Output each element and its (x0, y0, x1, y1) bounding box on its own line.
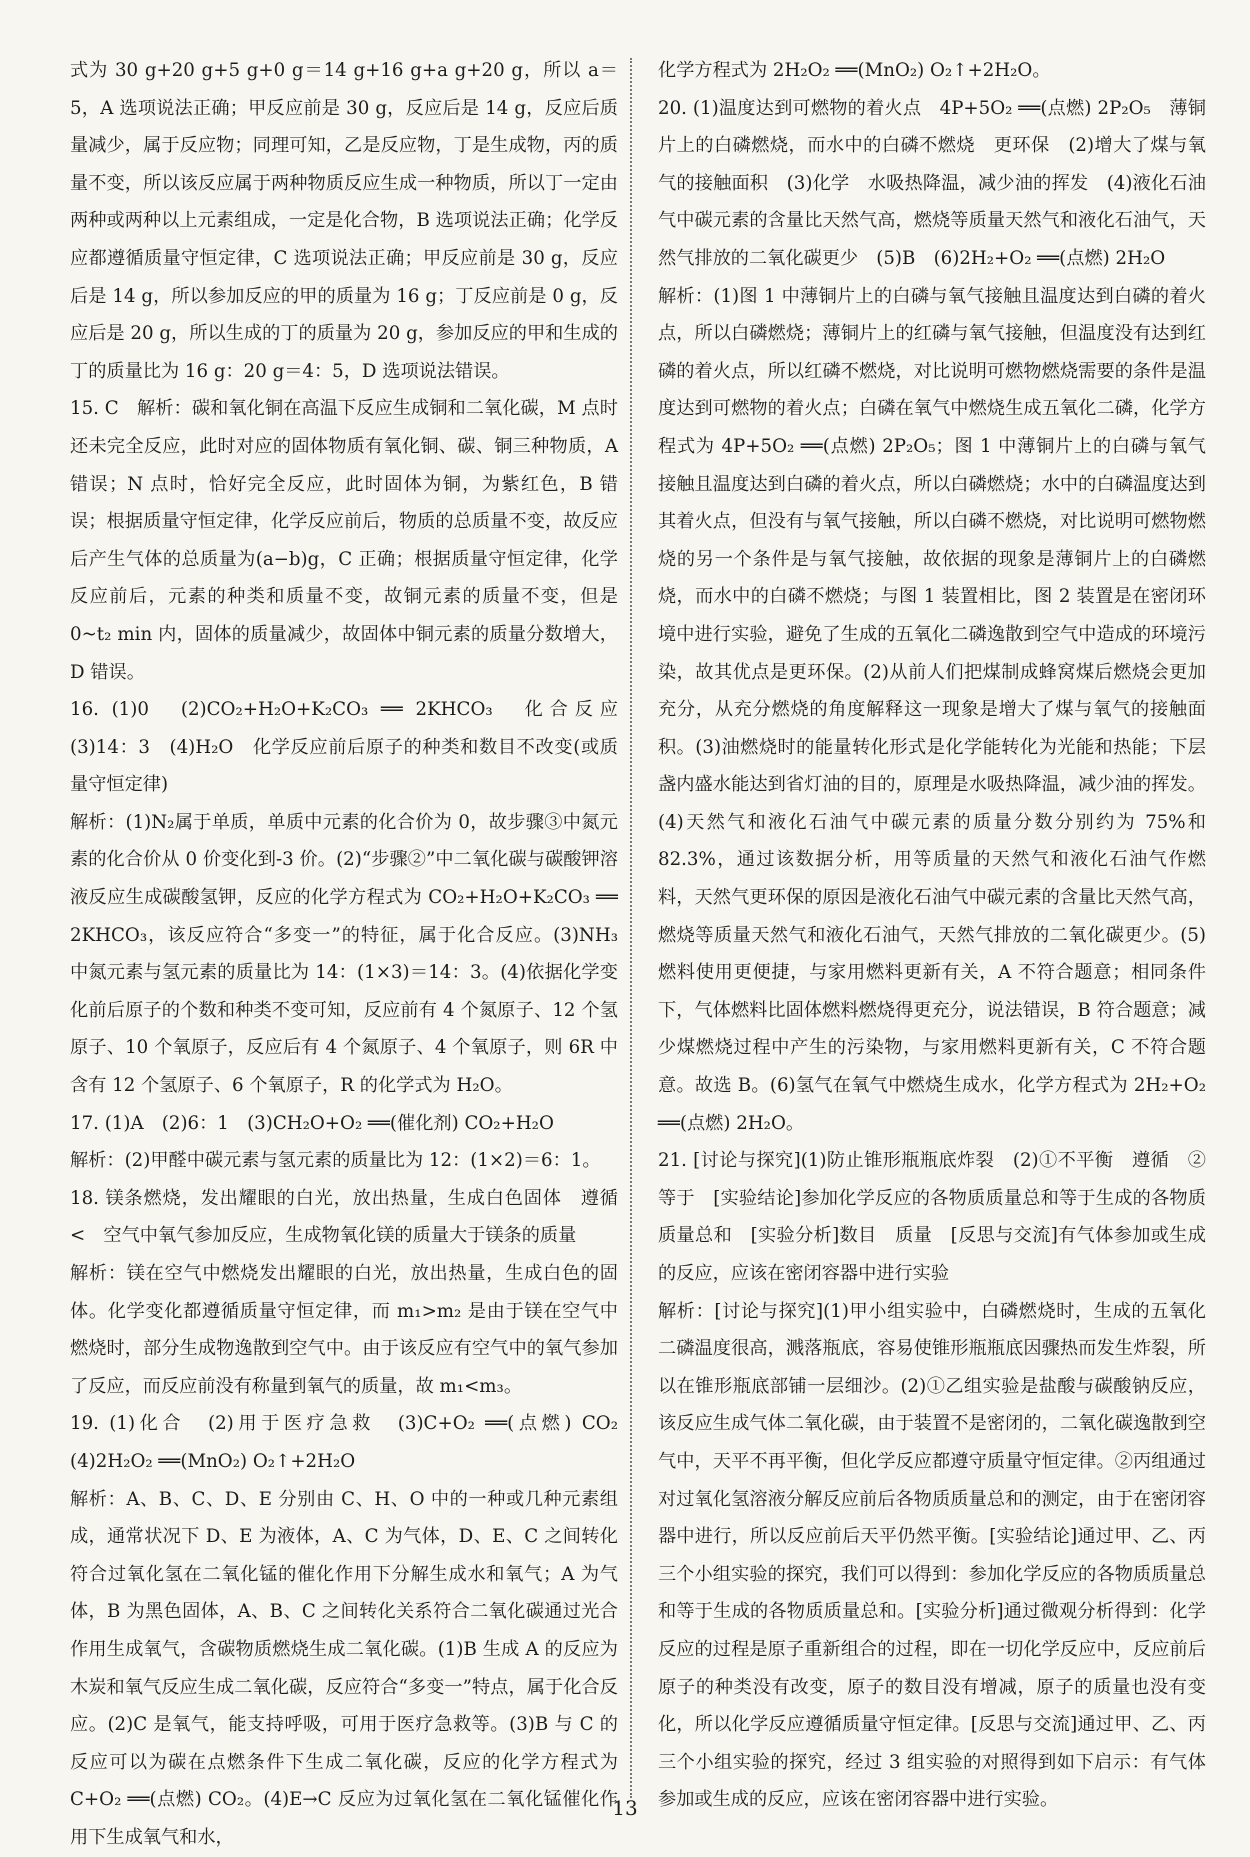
column-divider (630, 58, 632, 1798)
page-number: 13 (612, 1796, 638, 1820)
right-column (658, 52, 1206, 1819)
left-column (70, 52, 637, 1857)
paragraph: 式为 30 g+20 g+5 g+0 g＝14 g+16 g+a g+20 g，所以 a＝5，A 选项说法正确；甲反应前是 30 g，反应后是 14 g，反应后质量减少，属于反应物；同理可知，乙是反应物，丁是生成物，丙的质量不变，所以该反应属于两种物质反应生成一种物质，所以丁一定由两种或两种以上元素组成，一定是化合物，B 选项说法正确；化学反应都遵循质量守恒定律，C 选项说法正确；甲反应前是 30 g，反应后是 14 g，所以参加反应的甲的质量为 16 g；丁反应前是 0 g，反应后是 20 g，所以生成的丁的质量为 20 g，参加反应的甲和生成的丁的质量比为 16 g：20 g＝4：5，D 选项说法错误。 (70, 60, 618, 382)
paragraph: 21. [讨论与探究](1)防止锥形瓶瓶底炸裂 (2)①不平衡 遵循 ②等于 [实验结论]参加化学反应的各物质质量总和等于生成的各物质质量总和 [实验分析]数目 质量 [反思与交流]有气体参加或生成的反应，应该在密闭容器中进行实验 (658, 1150, 1206, 1284)
paragraph: 16. (1)0 (2)CO₂+H₂O+K₂CO₃ ══ 2KHCO₃ 化合反应 (3)14：3 (4)H₂O 化学反应前后原子的种类和数目不改变(或质量守恒定律) (70, 699, 637, 796)
paragraph: 15. C 解析：碳和氧化铜在高温下反应生成铜和二氧化碳，M 点时还未完全反应，此时对应的固体物质有氧化铜、碳、铜三种物质，A 错误；N 点时，恰好完全反应，此时固体为铜，为紫红色，B 错误；根据质量守恒定律，化学反应前后，物质的总质量不变，故反应后产生气体的总质量为(a−b)g，C 正确；根据质量守恒定律，化学反应前后，元素的种类和质量不变，故铜元素的质量不变，但是 0~t₂ min 内，固体的质量减少，故固体中铜元素的质量分数增大，D 错误。 (70, 398, 618, 683)
paragraph: 解析：(1)N₂属于单质，单质中元素的化合价为 0，故步骤③中氮元素的化合价从 0 价变化到-3 价。(2)“步骤②”中二氧化碳与碳酸钾溶液反应生成碳酸氢钾，反应的化学方程式为 CO₂+H₂O+K₂CO₃ ══ 2KHCO₃，该反应符合“多变一”的特征，属于化合反应。(3)NH₃ 中氮元素与氢元素的质量比为 14：(1×3)＝14：3。(4)依据化学变化前后原子的个数和种类不变可知，反应前有 4 个氮原子、12 个氢原子、10 个氧原子，反应后有 4 个氮原子、4 个氧原子，则 6R 中含有 12 个氢原子、6 个氧原子，R 的化学式为 H₂O。 (70, 811, 618, 1097)
paragraph: 解析：镁在空气中燃烧发出耀眼的白光，放出热量，生成白色的固体。化学变化都遵循质量守恒定律，而 m₁>m₂ 是由于镁在空气中燃烧时，部分生成物逸散到空气中。由于该反应有空气中的氧气参加了反应，而反应前没有称量到氧气的质量，故 m₁<m₃。 (70, 1263, 618, 1397)
paragraph: 化学方程式为 2H₂O₂ ══(MnO₂) O₂↑+2H₂O。 (658, 60, 1051, 81)
paragraph: 18. 镁条燃烧，发出耀眼的白光，放出热量，生成白色固体 遵循 < 空气中氧气参加反应，生成物氧化镁的质量大于镁条的质量 (70, 1187, 637, 1247)
paragraph: 解析：(2)甲醛中碳元素与氢元素的质量比为 12：(1×2)＝6：1。 (70, 1150, 601, 1172)
paragraph: 19. (1)化合 (2)用于医疗急救 (3)C+O₂ ══(点燃) CO₂ (4)2H₂O₂ ══(MnO₂) O₂↑+2H₂O (70, 1413, 637, 1472)
paragraph: 20. (1)温度达到可燃物的着火点 4P+5O₂ ══(点燃) 2P₂O₅ 薄铜片上的白磷燃烧，而水中的白磷不燃烧 更环保 (2)增大了煤与氧气的接触面积 (3)化学 水吸热降温，减少油的挥发 (4)液化石油气中碳元素的含量比天然气高，燃烧等质量天然气和液化石油气，天然气排放的二氧化碳更少 (5)B (6)2H₂+O₂ ══(点燃) 2H₂O (658, 97, 1206, 269)
paragraph: 解析：[讨论与探究](1)甲小组实验中，白磷燃烧时，生成的五氧化二磷温度很高，溅落瓶底，容易使锥形瓶瓶底因骤热而发生炸裂，所以在锥形瓶底部铺一层细沙。(2)①乙组实验是盐酸与碳酸钠反应，该反应生成气体二氧化碳，由于装置不是密闭的，二氧化碳逸散到空气中，天平不再平衡，但化学反应都遵守质量守恒定律。②丙组通过对过氧化氢溶液分解反应前后各物质质量总和的测定，由于在密闭容器中进行，所以反应前后天平仍然平衡。[实验结论]通过甲、乙、丙三个小组实验的探究，我们可以得到：参加化学反应的各物质质量总和等于生成的各物质质量总和。[实验分析]通过微观分析得到：化学反应的过程是原子重新组合的过程，即在一切化学反应中，反应前后原子的种类没有改变，原子的数目没有增减，原子的质量也没有变化，所以化学反应遵循质量守恒定律。[反思与交流]通过甲、乙、丙三个小组实验的探究，经过 3 组实验的对照得到如下启示：有气体参加或生成的反应，应该在密闭容器中进行实验。 (658, 1300, 1206, 1811)
paragraph: 17. (1)A (2)6：1 (3)CH₂O+O₂ ══(催化剂) CO₂+H₂O (70, 1112, 554, 1134)
paragraph: 解析：(1)图 1 中薄铜片上的白磷与氧气接触且温度达到白磷的着火点，所以白磷燃烧；薄铜片上的红磷与氧气接触，但温度没有达到红磷的着火点，所以红磷不燃烧，对比说明可燃物燃烧需要的条件是温度达到可燃物的着火点；白磷在氧气中燃烧生成五氧化二磷，化学方程式为 4P+5O₂ ══(点燃) 2P₂O₅；图 1 中薄铜片上的白磷与氧气接触且温度达到白磷的着火点，所以白磷燃烧；水中的白磷温度达到其着火点，但没有与氧气接触，所以白磷不燃烧，对比说明可燃物燃烧的另一个条件是与氧气接触，故依据的现象是薄铜片上的白磷燃烧，而水中的白磷不燃烧；与图 1 装置相比，图 2 装置是在密闭环境中进行实验，避免了生成的五氧化二磷逸散到空气中造成的环境污染，故其优点是更环保。(2)从前人们把煤制成蜂窝煤后燃烧会更加充分，从充分燃烧的角度解释这一现象是增大了煤与氧气的接触面积。(3)油燃烧时的能量转化形式是化学能转化为光能和热能；下层盏内盛水能达到省灯油的目的，原理是水吸热降温，减少油的挥发。(4)天然气和液化石油气中碳元素的质量分数分别约为 75%和 82.3%，通过该数据分析，用等质量的天然气和液化石油气作燃料，天然气更环保的原因是液化石油气中碳元素的含量比天然气高，燃烧等质量天然气和液化石油气，天然气排放的二氧化碳更少。(5)燃料使用更便捷，与家用燃料更新有关，A 不符合题意；相同条件下，气体燃料比固体燃料燃烧得更充分，说法错误，B 符合题意；减少煤燃烧过程中产生的污染物，与家用燃料更新有关，C 不符合题意。故选 B。(6)氢气在氧气中燃烧生成水，化学方程式为 2H₂+O₂ ══(点燃) 2H₂O。 (658, 285, 1206, 1134)
paragraph: 解析：A、B、C、D、E 分别由 C、H、O 中的一种或几种元素组成，通常状况下 D、E 为液体，A、C 为气体，D、E、C 之间转化符合过氧化氢在二氧化锰的催化作用下分解生成水和氧气；A 为气体，B 为黑色固体，A、B、C 之间转化关系符合二氧化碳通过光合作用生成氧气，含碳物质燃烧生成二氧化碳。(1)B 生成 A 的反应为木炭和氧气反应生成二氧化碳，反应符合“多变一”特点，属于化合反应。(2)C 是氧气，能支持呼吸，可用于医疗急救等。(3)B 与 C 的反应可以为碳在点燃条件下生成二氧化碳，反应的化学方程式为 C+O₂ ══(点燃) CO₂。(4)E→C 反应为过氧化氢在二氧化锰催化作用下生成氧气和水， (70, 1488, 618, 1848)
